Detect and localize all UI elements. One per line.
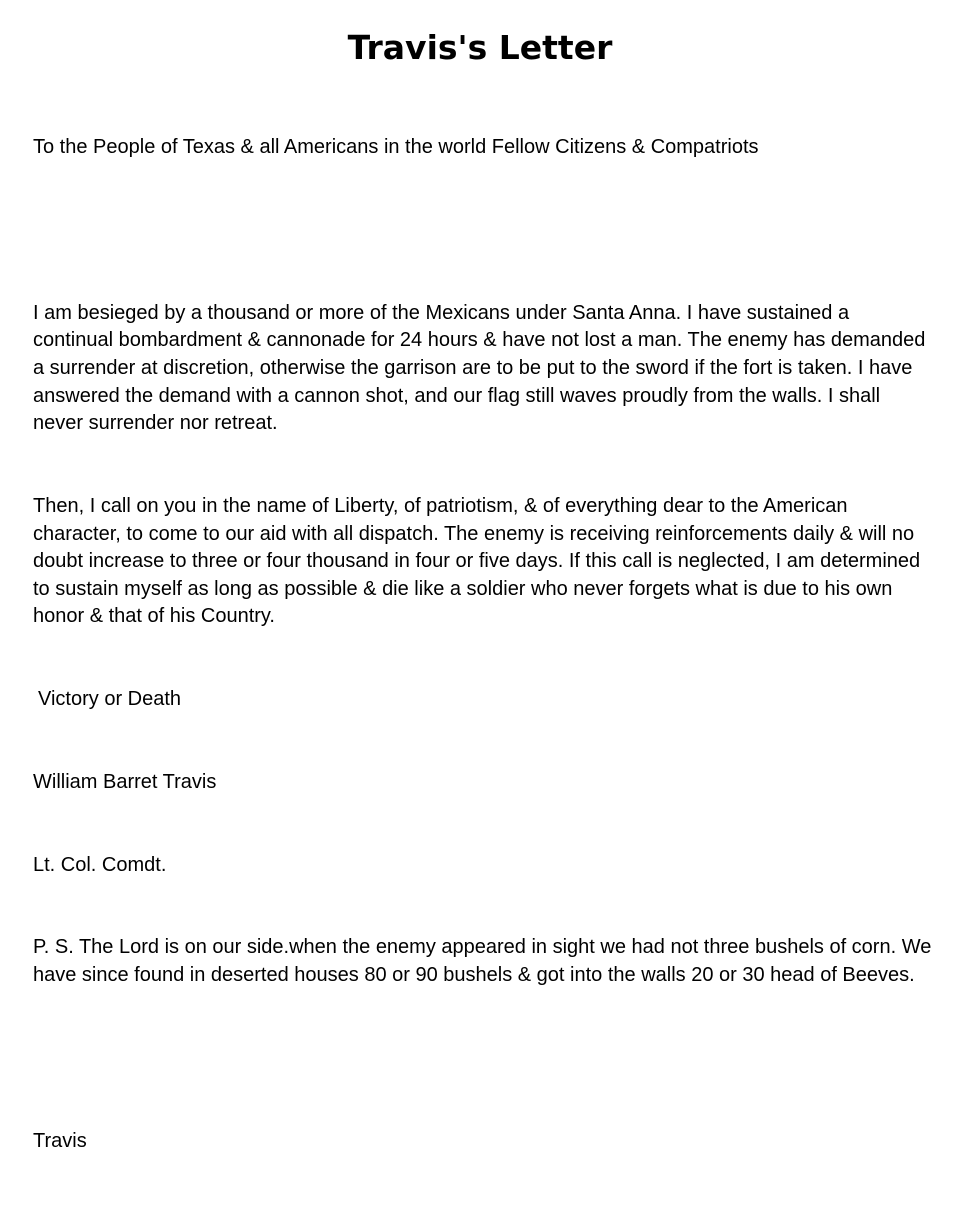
signature-name: William Barret Travis <box>33 770 217 793</box>
spacer <box>33 1045 933 1073</box>
spacer <box>33 217 933 245</box>
letter-paragraph-1: I am besieged by a thousand or more of the Mexicans under Santa Anna. I have sustained a continual bombardment & cannonade for 24 hours & have not lost a man. The enemy has demanded a surrender at discretion, otherwise the garrison are to be put to the sword if the fort is taken. I have answered the demand with a cannon shot, and our flag still waves proudly from the walls. I shall never surrender nor retreat. <box>33 301 931 435</box>
letter-sign-off: Travis <box>33 1129 87 1152</box>
letter-postscript: P. S. The Lord is on our side.when the enemy appeared in sight we had not three bushels of corn. We have since found in deserted houses 80 or 90 bushels & got into the walls 20 or 30 head of Beeves. <box>33 936 937 986</box>
letter-body <box>33 79 937 1210</box>
letter-paragraph-2: Then, I call on you in the name of Liberty, of patriotism, & of everything dear to the American character, to come to our aid with all dispatch. The enemy is receiving reinforcements daily & will no doubt increase to three or four thousand in four or five days. If this call is neglected, I am determined to sustain myself as long as possible & die like a soldier who never forgets what is due to his own honor & that of his Country. <box>33 494 926 628</box>
letter-salutation: To the People of Texas & all Americans in the world Fellow Citizens & Compatriots <box>33 136 759 159</box>
slide-title: Travis's Letter <box>347 28 613 67</box>
letter-closing: Victory or Death <box>38 688 182 711</box>
signature-rank: Lt. Col. Comdt. <box>33 853 167 876</box>
